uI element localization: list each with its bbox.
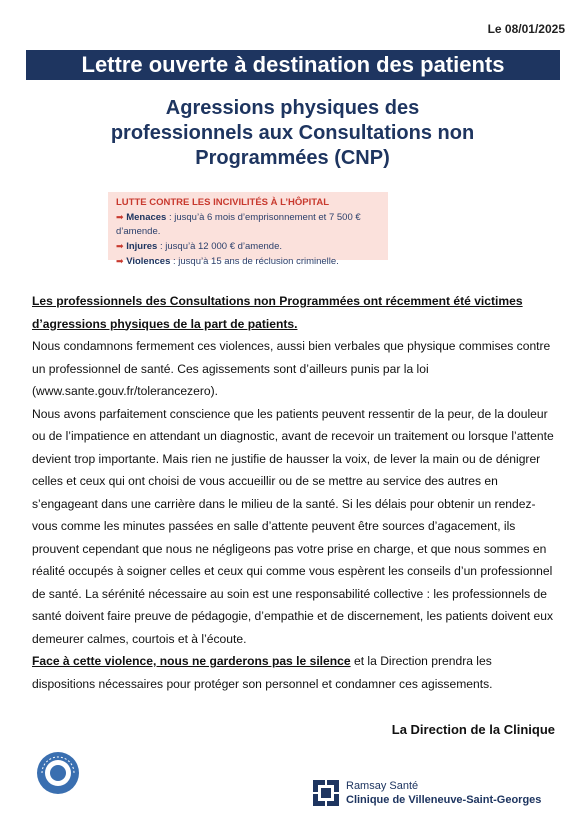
- entreprise-a-mission-logo: [36, 751, 80, 795]
- penalty-label: Menaces: [126, 212, 167, 223]
- penalty-text: : jusqu’à 12 000 € d’amende.: [157, 241, 282, 252]
- signature: La Direction de la Clinique: [391, 722, 555, 737]
- ramsay-mark-icon: [313, 780, 339, 806]
- title-line: Programmées (CNP): [195, 147, 390, 169]
- logo-clinic-name: Clinique de Villeneuve-Saint-Georges: [346, 794, 542, 806]
- penalty-text: : jusqu’à 15 ans de réclusion criminelle.: [170, 256, 339, 267]
- arrow-icon: ➡: [116, 241, 124, 251]
- letter-paragraph: [32, 650, 557, 695]
- penalty-label: Violences: [126, 256, 171, 267]
- page-title: [40, 96, 545, 171]
- letter-intro: Les professionnels des Consultations non Programmées ont récemment été victimes d’agressions physiques de la part de patients.: [32, 294, 523, 331]
- ramsay-logo: [313, 780, 563, 810]
- penalty-text: : jusqu’à 6 mois d’emprisonnement et 7 500 € d’amende.: [116, 212, 361, 237]
- banner-title: Lettre ouverte à destination des patients: [26, 50, 560, 80]
- penalties-box: [108, 192, 388, 267]
- penalties-heading: LUTTE CONTRE LES INCIVILITÉS À L’HÔPITAL: [116, 197, 330, 208]
- arrow-icon: ➡: [116, 212, 124, 222]
- letter-text: et la Direction prendra les dispositions nécessaires pour protéger son personnel et condamner ces agissements.: [32, 654, 493, 691]
- letter-body: [32, 290, 557, 695]
- letter-paragraph: Nous condamnons fermement ces violences, aussi bien verbales que physique commises contre un professionnel de santé. Ces agissements sont d’ailleurs punis par la loi (www.sante.gouv.fr/tolerancezero).: [32, 339, 551, 398]
- letter-date: Le 08/01/2025: [487, 22, 565, 36]
- penalty-item: [116, 254, 388, 269]
- penalty-item: [116, 210, 388, 239]
- title-line: professionnels aux Consultations non: [110, 122, 475, 144]
- letter-emphasis: Face à cette violence, nous ne garderons pas le silence: [32, 654, 351, 668]
- arrow-icon: ➡: [116, 256, 124, 266]
- mission-badge-icon: [36, 751, 80, 795]
- title-line: Agressions physiques des: [165, 97, 420, 119]
- penalty-label: Injures: [126, 241, 158, 252]
- letter-paragraph: Nous avons parfaitement conscience que les patients peuvent ressentir de la peur, de la douleur ou de l’impatience en attendant un diagnostic, avant de recevoir un traitement ou lorsque l’attente devient trop importante. Mais rien ne justifie de hausser la voix, de lever la main ou de dénigrer celles et ceux qui ont choisi de vous accueillir ou de se mettre au service des autres en s’engageant dans une carrière dans le milieu de la santé. Si les délais pour obtenir un rendez-vous comme les minutes passées en salle d’attente peuvent être sources d’agacement, ils prouvent cependant que nous ne négligeons pas votre prise en charge, et que nous sommes en réalité occupés à soigner celles et ceux qui comme vous espèrent les conseils d’un professionnel de santé. La sérénité nécessaire au soin est une responsabilité collective : les professionnels de santé doivent faire preuve de pédagogie, d’empathie et de discernement, les patients doivent eux demeurer calmes, courtois et à l’écoute.: [32, 406, 554, 646]
- logo-brand: Ramsay Santé: [346, 780, 419, 792]
- penalty-item: [116, 239, 388, 254]
